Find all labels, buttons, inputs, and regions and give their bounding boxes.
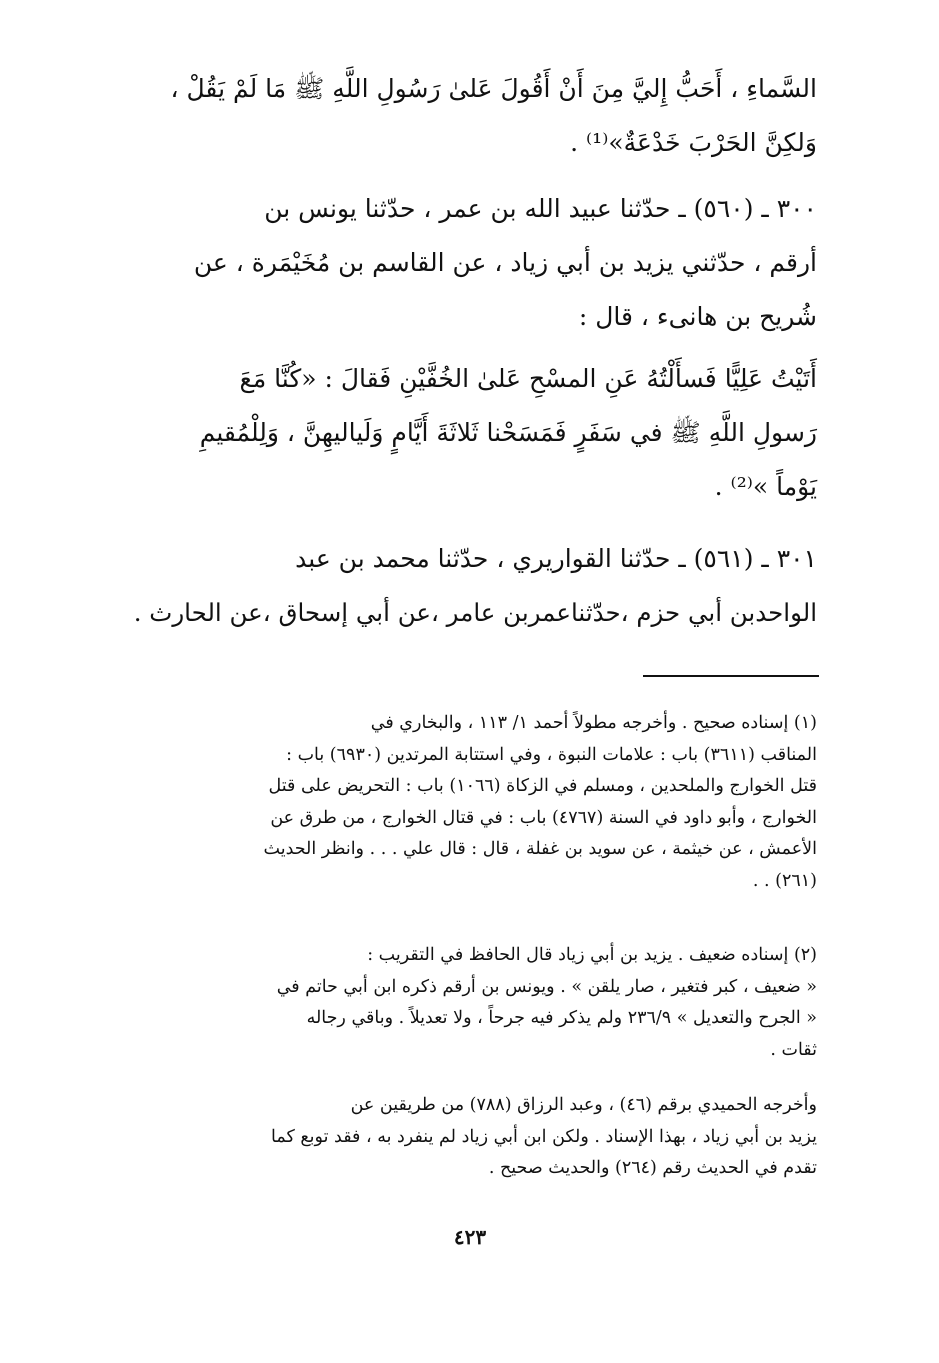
footnote-line: يزيد بن أبي زياد ، بهذا الإسناد . ولكن ابن أبي زياد لم ينفرد به ، فقد توبع كما	[271, 1126, 817, 1147]
hadith-300-isnad	[122, 182, 817, 344]
footnote-line: ثقات .	[770, 1039, 817, 1060]
footnote-separator	[643, 675, 819, 677]
footnote-line: (٢) إسناده ضعيف . يزيد بن أبي زياد قال الحافظ في التقريب :	[367, 945, 817, 965]
footnote-2-continuation	[122, 1090, 817, 1185]
footnote-1	[122, 708, 817, 897]
text-line: ٣٠٠ ـ (٥٦٠) ـ حدّثنا عبيد الله بن عمر ، حدّثنا يونس بن	[264, 194, 817, 223]
hadith-300-matn	[122, 352, 817, 514]
footnote-line: تقدم في الحديث رقم (٢٦٤) والحديث صحيح .	[488, 1158, 817, 1178]
text-line: أَتَيْتُ عَلِيًّا فَسأَلْتُهُ عَنِ المسْحِ عَلىٰ الخُفَّيْنِ فَقالَ : «كُنَّا مَعَ	[239, 364, 817, 393]
footnote-line: وأخرجه الحميدي برقم (٤٦) ، وعبد الرزاق (٧٨٨) من طريقين عن	[350, 1095, 817, 1115]
footnote-2	[122, 940, 817, 1066]
text-line: ٣٠١ ـ (٥٦١) ـ حدّثنا القواريري ، حدّثنا محمد بن عبد	[295, 544, 817, 573]
text-line: الواحدبن أبي حزم ،حدّثناعمربن عامر ،عن أبي إسحاق ،عن الحارث .	[133, 598, 817, 627]
text-line: شُريح بن هانىء ، قال :	[578, 302, 817, 331]
footnote-line: المناقب (٣٦١١) باب : علامات النبوة ، وفي استتابة المرتدين (٦٩٣٠) باب :	[286, 744, 817, 765]
footnote-line: « ضعيف ، كبر فتغير ، صار يلقن » . ويونس بن أرقم ذكره ابن أبي حاتم في	[276, 976, 817, 997]
footnote-line: « الجرح والتعديل » ٢٣٦/٩ ولم يذكر فيه جرحاً ، ولا تعديلاً . وباقي رجاله	[306, 1008, 817, 1028]
footnote-line: (١) إسناده صحيح . وأخرجه مطولاً أحمد ١/ ١١٣ ، والبخاري في	[370, 713, 817, 733]
text-line: السَّماءِ ، أَحَبُّ إِليَّ مِنَ أَنْ أَقُولَ عَلىٰ رَسُولِ اللَّهِ ﷺ مَا لَمْ يَقُلْ ،	[170, 74, 817, 103]
text-line: رَسولِ اللَّهِ ﷺ في سَفَرٍ فَمَسَحْنا ثَلاثَةَ أَيَّامٍ وَلَياليهِنَّ ، وَلِلْمُقيمِ	[199, 418, 817, 447]
hadith-continuation	[122, 62, 817, 170]
text-line: يَوْماً »⁽²⁾ .	[714, 472, 817, 501]
footnote-line: الأعمش ، عن خيثمة ، عن سويد بن غفلة ، قال : قال علي . . . وانظر الحديث	[263, 839, 817, 859]
footnote-line: قتل الخوارج والملحدين ، ومسلم في الزكاة (١٠٦٦) باب : التحريض على قتل	[268, 776, 817, 796]
footnote-line: الخوارج ، وأبو داود في السنة (٤٧٦٧) باب : في قتال الخوارج ، من طرق عن	[270, 807, 817, 828]
page-number: ٤٢٣	[453, 1225, 487, 1249]
text-line: أرقم ، حدّثني يزيد بن أبي زياد ، عن القاسم بن مُخَيْمَرة ، عن	[193, 248, 817, 277]
footnote-line: (٢٦١) . .	[752, 870, 817, 891]
text-line: وَلكِنَّ الحَرْبَ خَدْعَةٌ»⁽¹⁾ .	[570, 128, 817, 157]
hadith-301-isnad	[122, 532, 817, 640]
